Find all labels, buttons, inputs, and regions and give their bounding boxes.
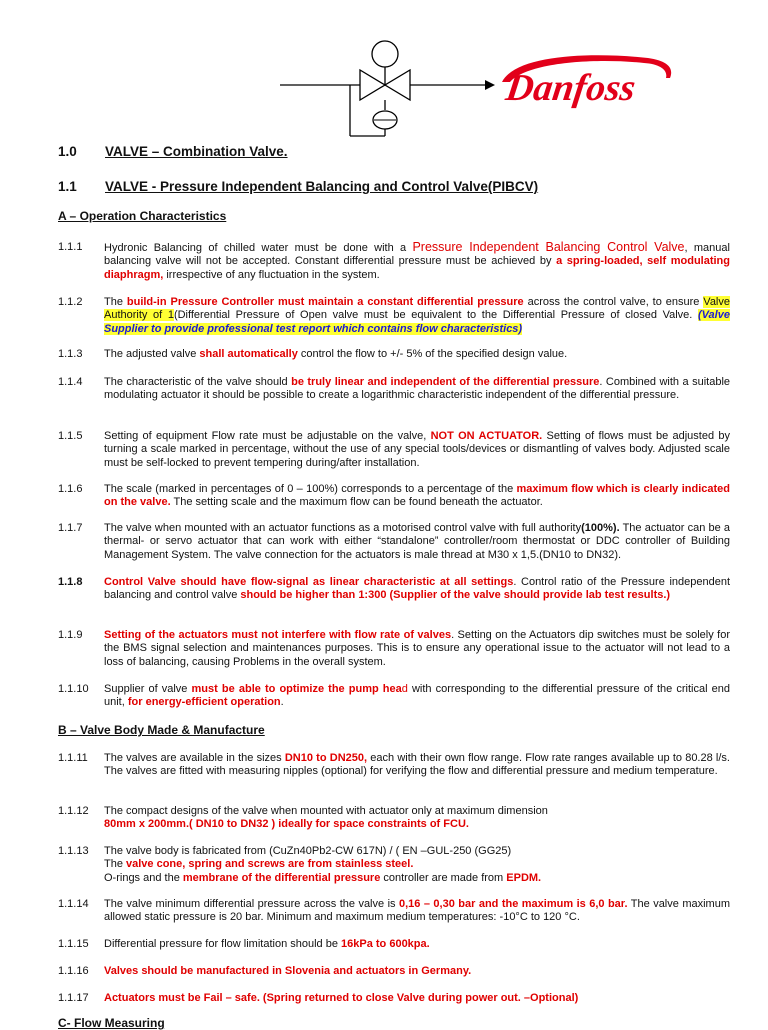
clause-1-1-3: 1.1.3 The adjusted valve shall automatically control the flow to +/- 5% of the specified design value. [58,348,568,360]
section-b-heading: B – Valve Body Made & Manufacture [58,723,265,737]
clause-1-1-12: 1.1.12 The compact designs of the valve when mounted with actuator only at maximum dimension 80mm x 200mm.( DN10 to DN32 ) ideally for space constraints of FCU. [58,805,548,831]
section-a-heading: A – Operation Characteristics [58,209,227,223]
clause-1-1-15: 1.1.15 Differential pressure for flow limitation should be 16kPa to 600kpa. [58,938,430,950]
heading-1-0 [58,144,658,162]
logo-text: Danfoss [503,67,639,109]
clause-1-1-2: 1.1.2 The build-in Pressure Controller must maintain a constant differential pressure across the control valve, to ensure Valve Authority of 1(Differential Pressure of Open valve must be equivalent to the Differential Pressure of closed Valve. (Valve Supplier to provide professional test report which contains flow characteristics) [58,296,730,335]
section-c-heading: C- Flow Measuring [58,1016,165,1030]
heading-number: 1.1 [58,179,77,194]
valve-diagram [280,30,500,145]
clause-1-1-5: 1.1.5 Setting of equipment Flow rate must be adjustable on the valve, NOT ON ACTUATOR. Setting of flows must be adjusted by turning a scale marked in percentage, without the use of any special tools/devices or dismantling of valves body. Adjusted scale must be self-locked to prevent tempering during/after installation. [58,430,730,469]
clause-1-1-4: 1.1.4 The characteristic of the valve should be truly linear and independent of the differential pressure. Combined with a suitable modulating actuator it should be possible to create a logarithmic characteristic independent of the differential pressure. [58,376,731,402]
clause-1-1-14: 1.1.14 The valve minimum differential pressure across the valve is 0,16 – 0,30 bar and the maximum is 6,0 bar. The valve maximum allowed static pressure is 20 bar. Minimum and maximum medium temperatures: -10°C to 120 °C. [58,898,730,924]
heading-1-1 [58,179,708,197]
actuator-circle [372,41,398,67]
clause-1-1-1: 1.1.1 Hydronic Balancing of chilled water must be done with a Pressure Independent Balancing Control Valve, manual balancing valve will not be accepted. Constant differential pressure must be achieved by a spring-loaded, self modulating diaphragm, irrespective of any fluctuation in the system. [58,240,730,281]
valve-body-left [360,70,385,100]
heading-title: VALVE – Combination Valve. [105,144,288,159]
clause-1-1-13: 1.1.13 The valve body is fabricated from (CuZn40Pb2-CW 617N) / ( EN –GUL-250 (GG25) The valve cone, spring and screws are from stainless steel. O-rings and the membrane of the differential pressure controller are made from EPDM. [58,845,542,884]
flow-arrow-head [485,80,495,90]
clause-1-1-10: 1.1.10 Supplier of valve must be able to optimize the pump head with corresponding to the differential pressure of the critical end unit, for energy-efficient operation. [58,683,730,709]
heading-number: 1.0 [58,144,77,159]
clause-1-1-11: 1.1.11 The valves are available in the sizes DN10 to DN250, each with their own flow range. Flow rate ranges available up to 80.28 l/s. The valves are fitted with measuring nipples (optional) for verifying the flow and differential pressure and medium temperature. [58,752,730,778]
danfoss-logo [498,48,678,116]
clause-1-1-17: 1.1.17 Actuators must be Fail – safe. (Spring returned to close Valve during power out. –Optional) [58,992,579,1004]
clause-1-1-9: 1.1.9 Setting of the actuators must not interfere with flow rate of valves. Setting on the Actuators dip switches must be solely for the BMS signal selection and maintenances purposes. This is to ensure any operational issue to the actuator will not lead to a loss of balancing, causing Problems in the overall system. [58,629,730,668]
heading-title: VALVE - Pressure Independent Balancing and Control Valve(PIBCV) [105,179,539,194]
clause-1-1-6: 1.1.6 The scale (marked in percentages of 0 – 100%) corresponds to a percentage of the maximum flow which is clearly indicated on the valve. The setting scale and the maximum flow can be found beneath the actuator. [58,483,730,509]
clause-1-1-7: 1.1.7 The valve when mounted with an actuator functions as a motorised control valve with full authority(100%). The actuator can be a thermal- or servo actuator that can work with either “standalone” controller/room thermostat or DDC controller of Building Management System. The valve connection for the actuators is male thread at M30 x 1,5.(DN10 to DN32). [58,522,730,561]
clause-1-1-16: 1.1.16 Valves should be manufactured in Slovenia and actuators in Germany. [58,965,472,977]
clause-1-1-8: 1.1.8 Control Valve should have flow-signal as linear characteristic at all settings. Control ratio of the Pressure independent balancing and control valve should be higher than 1:300 (Supplier of the valve should provide lab test results.) [58,576,731,602]
valve-body-right [385,70,410,100]
